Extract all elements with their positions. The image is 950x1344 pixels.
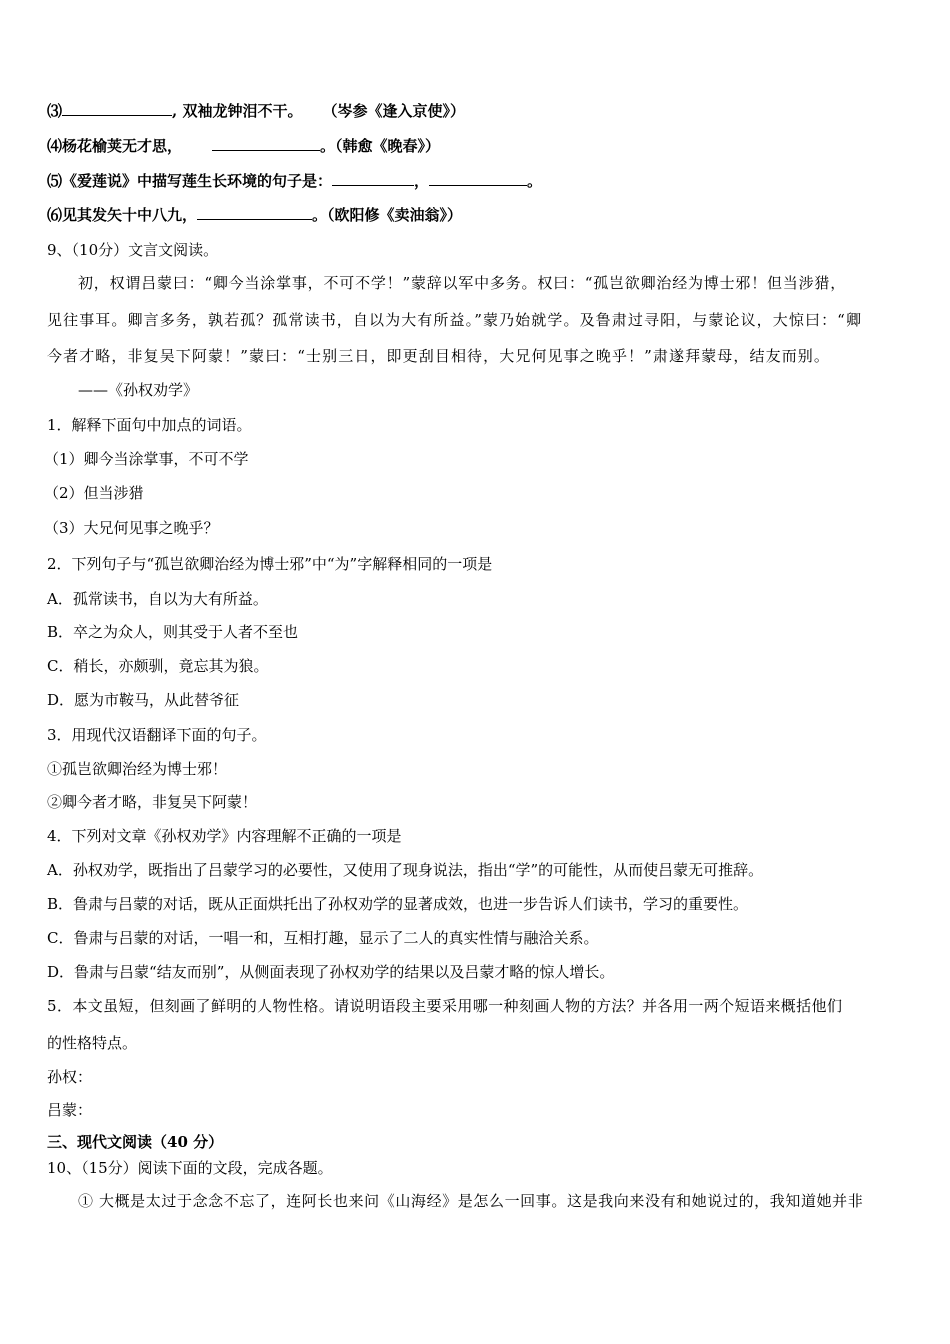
q9-item: B．卒之为众人，则其受于人者不至也	[47, 623, 299, 641]
q5-sep: ，	[414, 172, 430, 190]
q4-prefix: ⑷杨花榆荚无才思，	[47, 137, 183, 155]
q3-blank[interactable]	[62, 101, 172, 116]
q5-prefix: ⑸《爱莲说》中描写莲生长环境的句子是：	[47, 172, 333, 190]
q9-item: A．孙权劝学，既指出了吕蒙学习的必要性，又使用了现身说法，指出“学”的可能性，从而使吕蒙无可推辞。	[47, 861, 764, 879]
q9-item: ②卿今者才略，非复吴下阿蒙！	[47, 793, 258, 811]
q9-item: （3）大兄何见事之晚乎？	[44, 519, 219, 537]
q6-suffix: 。（欧阳修《卖油翁》）	[312, 206, 463, 224]
q5-blank-1[interactable]	[332, 171, 414, 186]
q10-heading: 10、（15分）阅读下面的文段，完成各题。	[47, 1159, 333, 1177]
passage-line-2: 见往事耳。卿言多务，孰若孤？孤常读书，自以为大有所益。”蒙乃始就学。及鲁肃过寻阳，与蒙论议，大惊曰：“卿	[47, 311, 863, 329]
passage-line-3: 今者才略，非复吴下阿蒙！”蒙曰：“士别三日，即更刮目相待，大兄何见事之晚乎！”肃遂拜蒙母，结友而别。	[47, 347, 831, 365]
q3-source: （岑参《逢入京使》）	[322, 102, 465, 120]
q9-item: 5．本文虽短，但刻画了鲜明的人物性格。请说明语段主要采用哪一种刻画人物的方法？并各用一两个短语来概括他们	[47, 997, 843, 1015]
fill-in-q4	[47, 136, 910, 156]
q5-blank-2[interactable]	[429, 171, 527, 186]
q5-suffix: 。	[527, 172, 543, 190]
fill-in-q3	[47, 101, 910, 121]
q9-item: D．愿为市鞍马，从此替爷征	[47, 691, 240, 709]
q9-item: 1．解释下面句中加点的词语。	[47, 416, 252, 434]
q9-item: C．稍长，亦颇驯，竟忘其为狼。	[47, 657, 269, 675]
q9-item: 的性格特点。	[47, 1034, 138, 1052]
q4-blank[interactable]	[212, 136, 320, 151]
q6-prefix: ⑹见其发矢十中八九，	[47, 206, 198, 224]
section-title: 三、现代文阅读（40 分）	[47, 1133, 224, 1151]
fill-in-q5	[47, 171, 910, 191]
q4-suffix: 。（韩愈《晚春》）	[320, 137, 441, 155]
answer-lvmeng: 吕蒙：	[47, 1101, 93, 1119]
q9-item: 3．用现代汉语翻译下面的句子。	[47, 726, 267, 744]
q3-prefix: ⑶	[47, 102, 63, 120]
fill-in-q6	[47, 205, 910, 225]
q6-blank[interactable]	[197, 205, 312, 220]
q10-passage-line-1: ① 大概是太过于念念不忘了，连阿长也来问《山海经》是怎么一回事。这是我向来没有和她说过的，我知道她并非	[78, 1192, 864, 1210]
q9-item: 4．下列对文章《孙权劝学》内容理解不正确的一项是	[47, 827, 402, 845]
q9-item: 2．下列句子与“孤岂欲卿治经为博士邪”中“为”字解释相同的一项是	[47, 555, 493, 573]
q9-heading: 9、（10分）文言文阅读。	[47, 241, 219, 259]
answer-sunquan: 孙权：	[47, 1068, 93, 1086]
q9-item: ①孤岂欲卿治经为博士邪！	[47, 760, 228, 778]
q9-item: C．鲁肃与吕蒙的对话，一唱一和，互相打趣，显示了二人的真实性情与融洽关系。	[47, 929, 599, 947]
passage-line-1: 初，权谓吕蒙曰：“卿今当涂掌事，不可不学！”蒙辞以军中多务。权曰：“孤岂欲卿治经为博士邪！但当涉猎，	[78, 274, 847, 292]
q9-item: A．孤常读书，自以为大有所益。	[47, 590, 268, 608]
q9-item: B．鲁肃与吕蒙的对话，既从正面烘托出了孙权劝学的显著成效，也进一步告诉人们读书，学习的重要性。	[47, 895, 749, 913]
q3-suffix: , 双袖龙钟泪不干。	[172, 102, 303, 120]
q9-item: （1）卿今当涂掌事，不可不学	[44, 450, 249, 468]
q9-item: （2）但当涉猎	[44, 484, 144, 502]
q9-item: D．鲁肃与吕蒙“结友而别”，从侧面表现了孙权劝学的结果以及吕蒙才略的惊人增长。	[47, 963, 615, 981]
passage-source: ——《孙权劝学》	[78, 381, 199, 399]
